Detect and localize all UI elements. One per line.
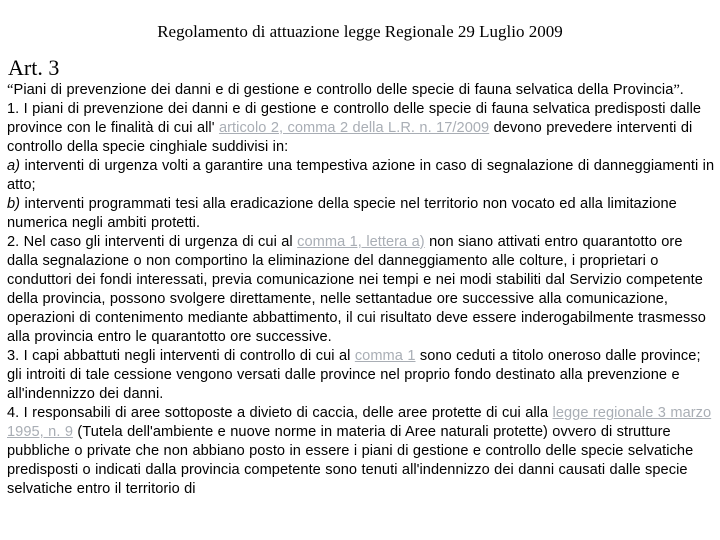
article-heading-text: Piani di prevenzione dei danni e di gestione e controllo delle specie di fauna selvatica della Provincia	[13, 82, 674, 98]
paragraph-4	[7, 404, 715, 499]
paragraph-1-text-a: 1. I piani di prevenzione dei danni e di gestione e controllo delle specie di fauna selvatica predisposti dalle province con le finalità di cui all'	[7, 101, 702, 136]
list-item-b	[7, 195, 715, 233]
link-legge-regionale[interactable]: legge regionale 3 marzo 1995, n. 9	[7, 405, 712, 440]
paragraph-1-text-b: devono prevedere interventi di controllo della specie cinghiale suddivisi in:	[7, 120, 693, 155]
link-comma-1[interactable]: comma 1	[354, 348, 416, 364]
list-item-a	[7, 157, 715, 195]
paragraph-1	[7, 100, 715, 157]
article-number: Art. 3	[8, 55, 60, 80]
paragraph-2-text-b: non siano attivati entro quarantotto ore dalla segnalazione o non comportino la eliminazione del danneggiamento alle colture, i proprietari o conduttori dei fondi interessati, previa comunicazione nei tempi e nei modi stabiliti dal Servizio competente della provincia, possono svolgere direttamente, nelle settantadue ore successive alla comunicazione, operazioni di contenimento mediante abbattimento, il cui risultato deve essere inderogabilmente trasmesso alla provincia entro le quarantotto ore successive.	[7, 234, 706, 345]
list-item-a-text: interventi di urgenza volti a garantire una tempestiva azione in caso di segnalazione di danneggiamenti in atto;	[7, 158, 715, 193]
open-quote: “	[7, 82, 14, 98]
paragraph-3-text-a: 3. I capi abbattuti negli interventi di controllo di cui al	[7, 348, 355, 364]
paragraph-3-text-b: sono ceduti a titolo oneroso dalle province; gli introiti di tale cessione vengono versati dalle province nel proprio fondo destinato alla prevenzione e all'indennizzo dei danni.	[7, 348, 701, 402]
list-item-b-text: interventi programmati tesi alla eradicazione della specie nel territorio non vocato ed alla limitazione numerica negli ambiti protetti.	[7, 196, 677, 231]
paragraph-2-text-a: 2. Nel caso gli interventi di urgenza di cui al	[7, 234, 298, 250]
link-articolo-2[interactable]: articolo 2, comma 2 della L.R. n. 17/2009	[218, 120, 490, 136]
list-marker-a: a)	[7, 158, 21, 174]
paragraph-3	[7, 347, 715, 404]
close-quote: ”.	[673, 82, 684, 98]
article-heading	[7, 81, 715, 100]
article-body	[7, 81, 715, 499]
list-marker-b: b)	[7, 196, 21, 212]
document-title: Regolamento di attuazione legge Regionale 29 Luglio 2009	[157, 22, 563, 41]
paragraph-4-text-b: (Tutela dell'ambiente e nuove norme in materia di Aree naturali protette) ovvero di strutture pubbliche o private che non abbiano posto in essere i piani di gestione e controllo delle specie selvatiche predisposti o indicati dalla provincia competente sono tenuti all'indennizzo dei danni causati dalle specie selvatiche entro il territorio di	[7, 424, 694, 497]
paragraph-4-text-a: 4. I responsabili di aree sottoposte a divieto di caccia, delle aree protette di cui alla	[7, 405, 553, 421]
link-comma-1-lettera-a[interactable]: comma 1, lettera a)	[297, 234, 425, 250]
paragraph-2	[7, 233, 715, 347]
